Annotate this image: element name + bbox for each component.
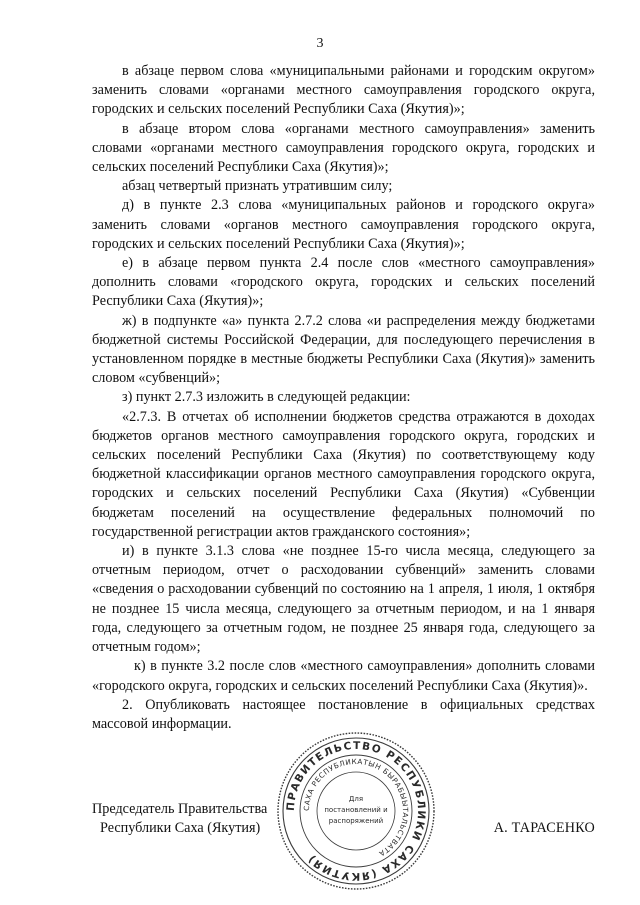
paragraph: ж) в подпункте «а» пункта 2.7.2 слова «и распределения между бюджетами бюджетной системы Российской Федерации, для последующего перечисления в установленном порядке в местные бюджеты Республики Саха (Якутия)» заменить словом «субвенций»;: [92, 312, 595, 387]
paragraph: в абзаце втором слова «органами местного самоуправления» заменить словами «органами местного самоуправления городского округа, городских и сельских поселений Республики Саха (Якутия)»;: [92, 120, 595, 176]
seal-inner-text: САХА РЕСПУБЛИКАТЫН БЫРАБЫЫТАЛЬСТВАТА: [301, 756, 411, 859]
document-body: [92, 62, 595, 734]
paragraph: 2. Опубликовать настоящее постановление в официальных средствах массовой информации.: [92, 696, 595, 732]
page-number: 3: [316, 36, 324, 51]
official-seal-icon: [275, 730, 437, 892]
seal-center-text: Для: [348, 795, 364, 803]
paragraph: в абзаце первом слова «муниципальными районами и городским округом» заменить словами «органами местного самоуправления городского округа, городских и сельских поселений Республики Саха (Якутия)»;: [92, 63, 595, 118]
seal-center-text: постановлений и: [324, 806, 388, 814]
signatory-title: Республики Саха (Якутия): [100, 820, 261, 836]
paragraph: е) в абзаце первом пункта 2.4 после слов «местного самоуправления» дополнить словами «городского округа, городских и сельских поселений Республики Саха (Якутия)»;: [92, 255, 595, 310]
signatory-title: Председатель Правительства: [92, 801, 268, 817]
seal-outer-text: ПРАВИТЕЛЬСТВО РЕСПУБЛИКИ САХА (ЯКУТИЯ): [284, 739, 428, 883]
paragraph: д) в пункте 2.3 слова «муниципальных районов и городского округа» заменить словами «органов местного самоуправления городского округа, городских и сельских поселений Республики Саха (Якутия)»;: [92, 197, 595, 252]
paragraph: «2.7.3. В отчетах об исполнении бюджетов средства отражаются в доходах бюджетов органов местного самоуправления городского округа, городских и сельских поселений Республики Саха (Якутия) по соответствующему коду бюджетной классификации органов местного самоуправления городского округа, городских и сельских поселений Республики Саха (Якутия) «Субвенции бюджетам поселений на осуществление федеральных полномочий по государственной регистрации актов гражданского состояния»;: [92, 408, 595, 540]
signatory-name: А. ТАРАСЕНКО: [493, 820, 595, 836]
paragraph: абзац четвертый признать утратившим силу;: [122, 178, 393, 195]
paragraph: з) пункт 2.7.3 изложить в следующей редакции:: [122, 389, 411, 406]
paragraph: и) в пункте 3.1.3 слова «не позднее 15-го числа месяца, следующего за отчетным периодом, отчет о расходовании субвенций» заменить словами «сведения о расходовании субвенций по состоянию на 1 апреля, 1 июля, 1 октября не позднее 15 числа месяца, следующего за отчетным периодом, и на 1 января года, следующего за отчетным годом, не позднее 25 января года, следующего за отчетным годом»;: [92, 543, 595, 656]
seal-center-text: распоряжений: [328, 817, 384, 825]
paragraph: к) в пункте 3.2 после слов «местного самоуправления» дополнить словами «городского округа, городских и сельских поселений Республики Саха (Якутия)».: [92, 658, 595, 694]
